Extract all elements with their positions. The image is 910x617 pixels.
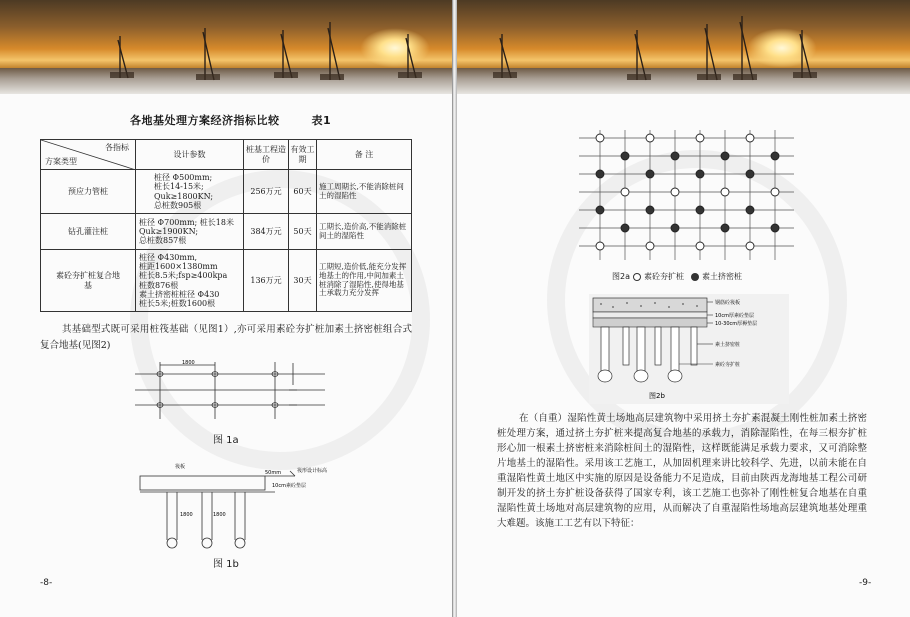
header-params: 设计参数 — [136, 140, 244, 170]
fig1b-thickness-label: 50mm — [265, 470, 282, 476]
body-paragraph-left: 其基础型式既可采用桩筏基础（见图1）,亦可采用素砼夯扩桩加素土挤密桩组合式复合地基(见图2) — [40, 324, 412, 351]
param-line: 桩距1600×1380mm — [139, 262, 218, 272]
drilling-rigs-silhouette — [457, 0, 910, 94]
param-line: Quk≥1800KN; — [154, 191, 214, 201]
param-line: 总桩数857根 — [139, 236, 187, 246]
right-page — [456, 0, 910, 617]
row-type: 素砼夯扩桩复合地基 — [41, 250, 136, 312]
row-period: 60天 — [289, 170, 317, 214]
table-row — [41, 250, 412, 312]
fig2b-label: 素砼夯扩桩 — [715, 362, 741, 368]
row-params — [136, 250, 244, 312]
row-note: 施工周期长,不能消除桩间土的湿陷性 — [317, 170, 412, 214]
banner-image-right — [457, 0, 910, 94]
row-period: 50天 — [289, 214, 317, 250]
param-line: 桩径 Φ500mm; — [154, 173, 213, 183]
left-page — [0, 0, 453, 617]
row-cost: 384万元 — [244, 214, 289, 250]
row-type: 钻孔灌注桩 — [41, 214, 136, 250]
banner-image-left — [0, 0, 452, 94]
fig2b-label: 10cm厚素砼垫层 — [715, 313, 754, 319]
table-title — [130, 112, 331, 128]
row-type: 预应力管桩 — [41, 170, 136, 214]
fig2b-label: 10-30cm厚褥垫层 — [715, 321, 758, 327]
param-line: 桩长8.5米;fsp≥400kpa — [139, 271, 228, 281]
fig1b-length-label: 1800 — [213, 512, 226, 518]
param-line: 桩长14-15米; — [154, 182, 204, 192]
row-cost: 256万元 — [244, 170, 289, 214]
page-number-left: -8- — [40, 578, 53, 588]
row-period: 30天 — [289, 250, 317, 312]
param-line: 总桩数905根 — [154, 200, 202, 210]
legend-open-label: 素砼夯扩桩 — [644, 272, 684, 281]
param-line: 桩径 Φ430mm, — [139, 252, 198, 262]
row-params — [136, 214, 244, 250]
corner-top-label: 各指标 — [105, 143, 129, 152]
page-number-right: -9- — [859, 578, 872, 588]
param-line: 桩长5米;桩数1600根 — [139, 298, 216, 308]
header-cost: 桩基工程造价 — [244, 140, 289, 170]
figure-2a-caption: 图2a — [612, 272, 630, 281]
corner-bottom-label: 方案类型 — [45, 156, 77, 166]
row-cost: 136万元 — [244, 250, 289, 312]
drilling-rigs-silhouette — [0, 0, 452, 94]
header-note: 备 注 — [317, 140, 412, 170]
fig1b-cushion-label: 10cm素砼垫层 — [272, 483, 306, 489]
row-note: 工期长,造价高,不能消除桩间土的湿陷性 — [317, 214, 412, 250]
param-line: 素土挤密桩桩径 Φ430 — [139, 289, 220, 299]
fig1b-length-label: 1800 — [180, 512, 193, 518]
table-title-text: 各地基处理方案经济指标比较 — [130, 114, 280, 127]
fig1a-dimension: 1800 — [182, 360, 195, 366]
figure-2b-caption: 图2b — [649, 392, 665, 400]
header-period: 有效工期 — [289, 140, 317, 170]
economic-comparison-table — [40, 139, 412, 312]
open-circle-icon — [633, 273, 641, 281]
fig1b-elevation-label: 筏形设计标高 — [297, 468, 328, 474]
row-note: 工期短,造价低,能充分发挥地基土的作用,中间加素土桩消除了湿陷性,使得地基土承载力充分发挥 — [317, 250, 412, 312]
table-row — [41, 170, 412, 214]
figure-2a-legend — [612, 271, 742, 282]
fig2b-label: 素土挤密桩 — [715, 342, 741, 348]
body-paragraph-right: 在（自重）湿陷性黄土场地高层建筑物中采用挤土夯扩素混凝土刚性桩加素土挤密桩处理方案，通过挤土夯扩桩来提高复合地基的承载力，消除湿陷性，在每三根夯扩桩形心加一根素土挤密桩来消除桩间土的湿陷性，这样既能满足承载力要求，又可消除整片地基土的湿陷性。采用该工艺施工，从加固机理来讲比较科学、先进，以前未能在自重湿陷性黄土地区中实施的原因是设备能力不足造成，目前由陕西龙海地基工程公司研制开发的挤土夯扩桩设备获得了国家专利，该工艺施工也弥补了刚性桩复合地基在自重湿陷性黄土场地对高层建筑物的应用，从而解决了自重湿陷性场地高层建筑地基处理重大难题。该施工工艺有以下特征： — [497, 413, 867, 529]
table-row — [41, 214, 412, 250]
figure-1b-diagram — [135, 456, 335, 554]
table-corner-cell — [41, 140, 136, 170]
row-params — [136, 170, 244, 214]
param-line: Quk≥1900KN; — [139, 226, 199, 236]
fig1b-raft-label: 筏板 — [175, 464, 186, 470]
figure-1a-caption: 图 1a — [213, 435, 239, 446]
fig2b-label: 钢筋砼筏板 — [715, 300, 741, 306]
legend-fill-label: 素土挤密桩 — [702, 272, 742, 281]
filled-circle-icon — [691, 273, 699, 281]
param-line: 桩径 Φ700mm; 桩长18米 — [139, 217, 234, 227]
table-header-row — [41, 140, 412, 170]
figure-2b-diagram — [589, 294, 789, 404]
figure-2a-diagram — [579, 130, 794, 270]
param-line: 桩数876根 — [139, 280, 179, 290]
figure-1a-diagram — [130, 357, 330, 423]
figure-1b-caption: 图 1b — [213, 559, 239, 570]
table-number: 表1 — [311, 114, 332, 127]
